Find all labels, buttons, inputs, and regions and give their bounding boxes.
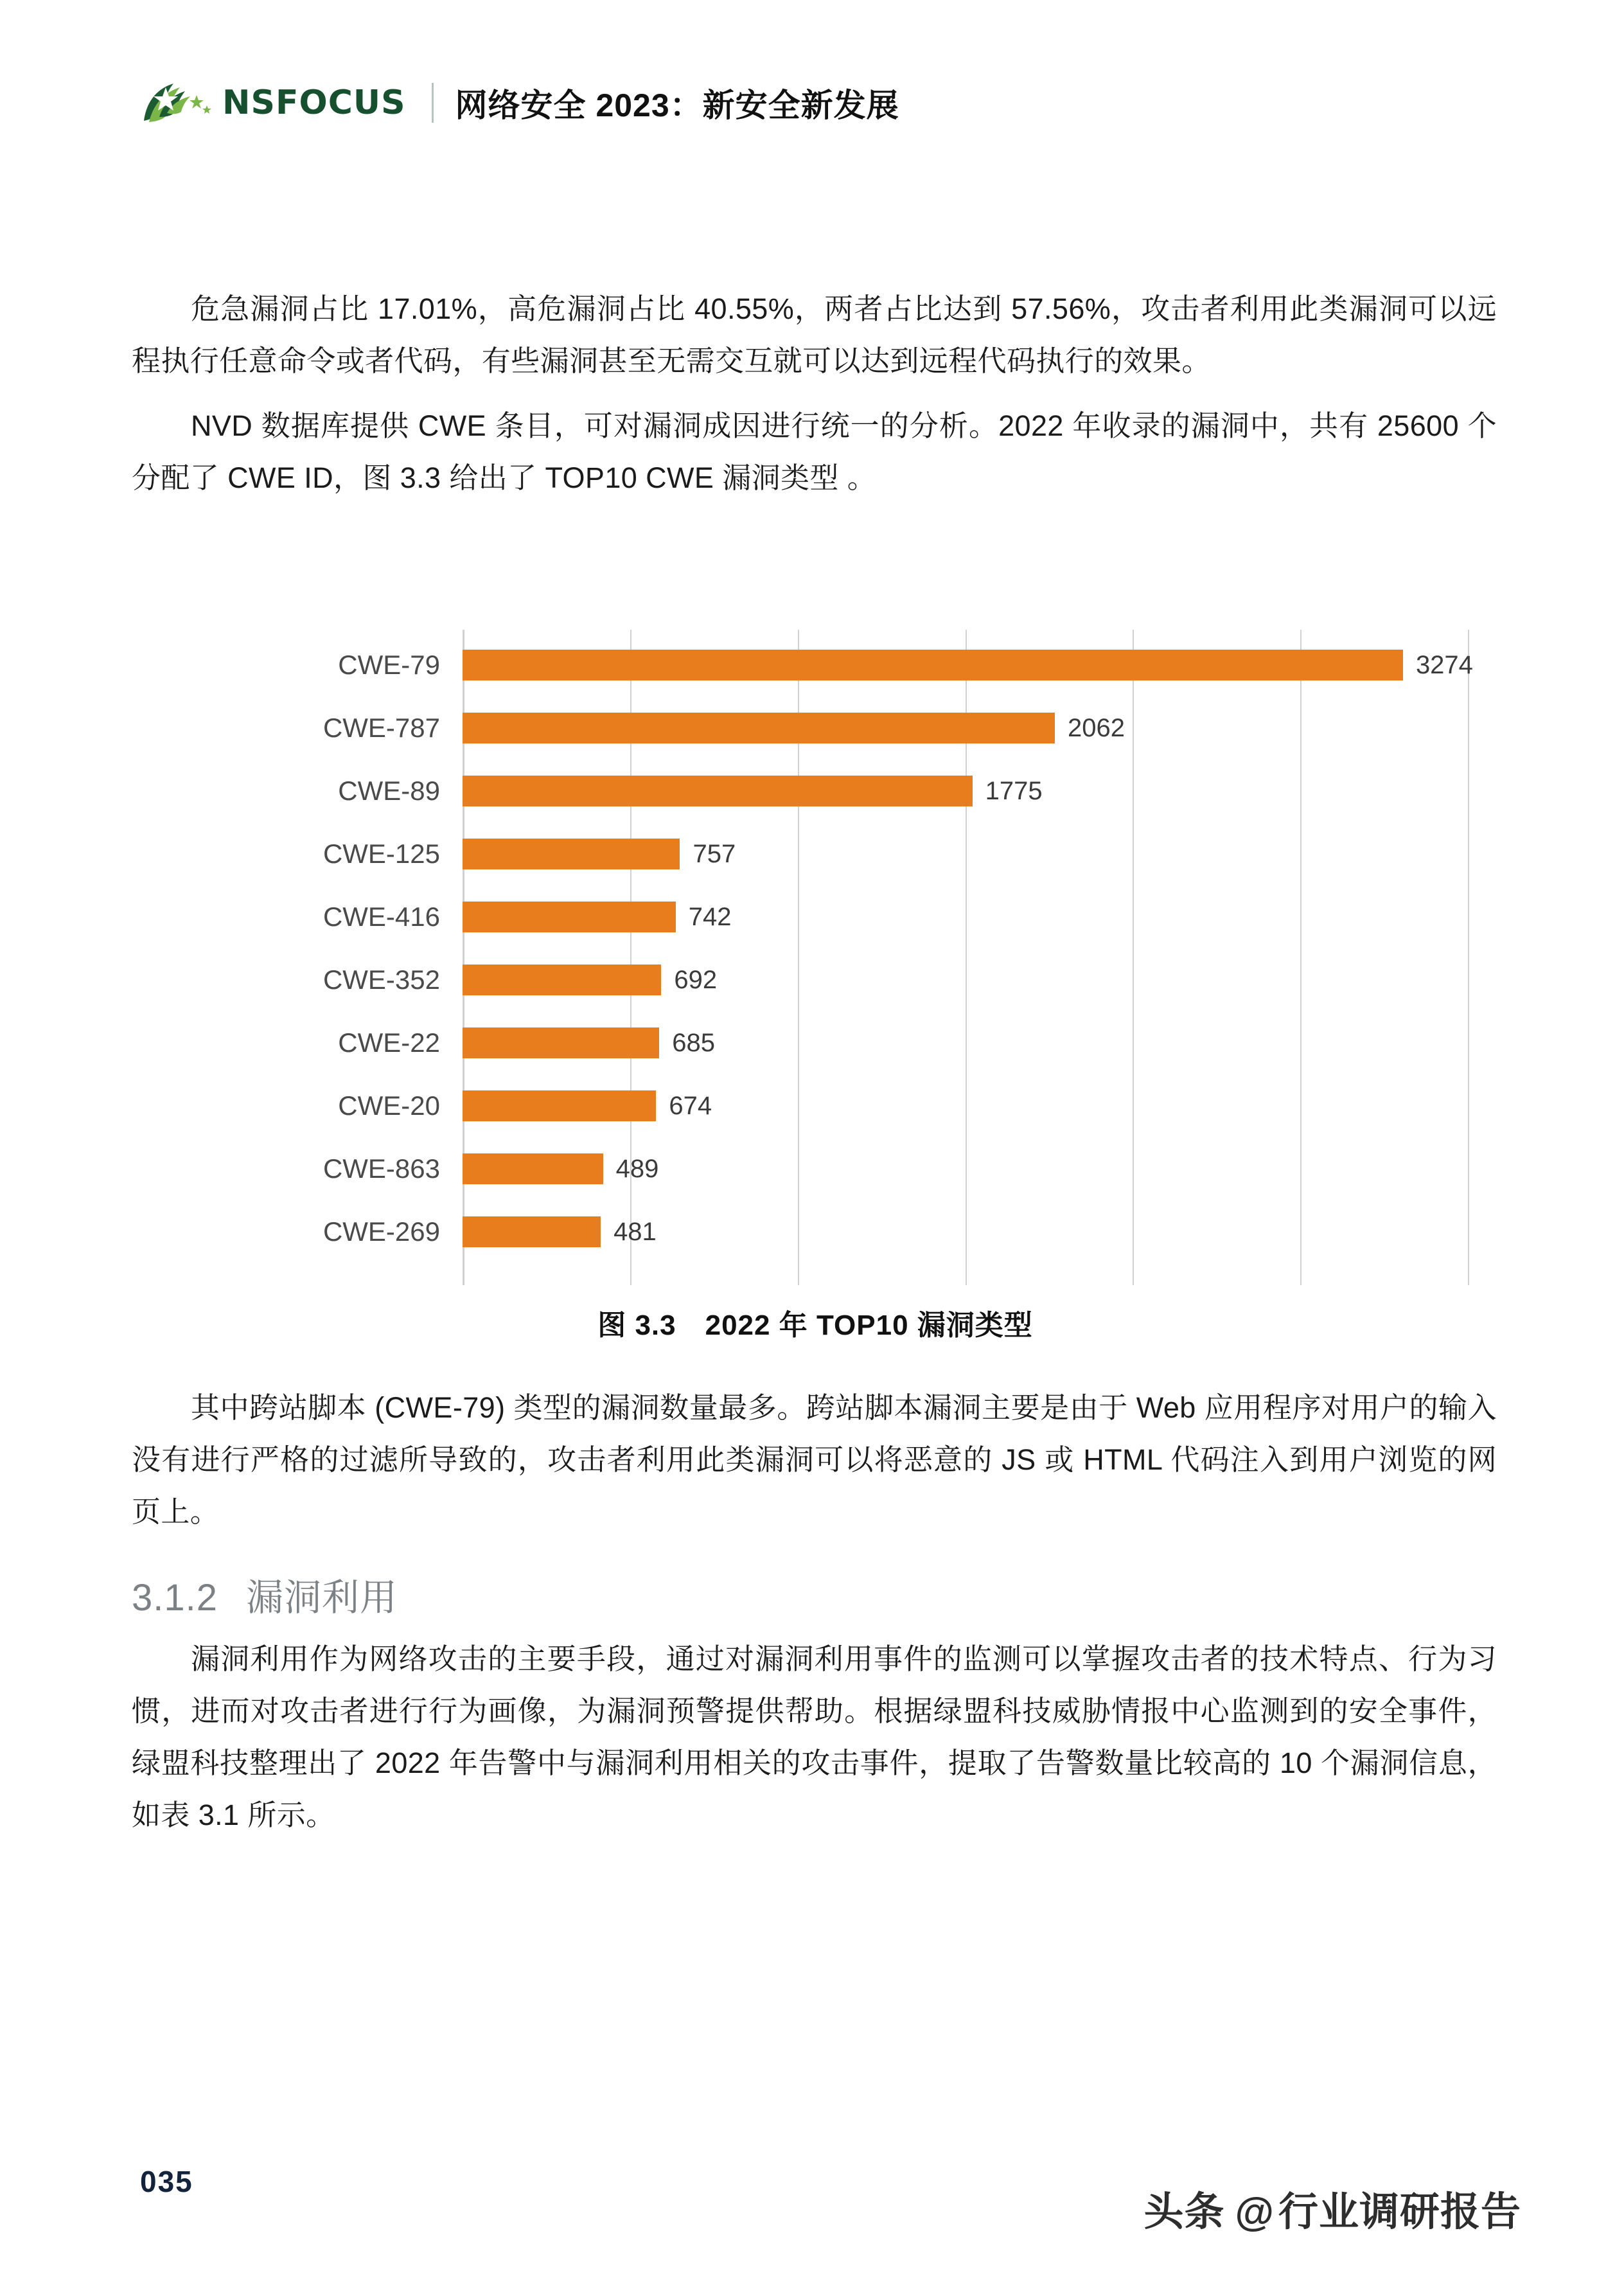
- paragraph-exploit-intro: 漏洞利用作为网络攻击的主要手段，通过对漏洞利用事件的监测可以掌握攻击者的技术特点、行为习惯，进而对攻击者进行行为画像，为漏洞预警提供帮助。根据绿盟科技威胁情报中心监测到的安全事件，绿盟科技整理出了 2022 年告警中与漏洞利用相关的攻击事件，提取了告警数量比较高的 10 个漏洞信息，如表 3.1 所示。: [132, 1642, 1497, 1831]
- chart-category-label: CWE-20: [338, 1090, 440, 1121]
- chart-row: [338, 1074, 1468, 1137]
- chart-row: [338, 634, 1473, 697]
- chart-gridline-6: [1468, 630, 1469, 1285]
- chart-category-label: CWE-22: [338, 1027, 440, 1058]
- chart-category-label: CWE-89: [338, 776, 440, 806]
- chart-bar-value: 3274: [1415, 650, 1473, 679]
- chart-bar-value: 742: [688, 902, 732, 931]
- chart-bar: [463, 839, 680, 869]
- chart-row: [338, 1011, 1468, 1074]
- watermark-prefix: 头条: [1143, 2190, 1225, 2234]
- paragraph-severity-stats: 危急漏洞占比 17.01%，高危漏洞占比 40.55%，两者占比达到 57.56%，攻击者利用此类漏洞可以远程执行任意命令或者代码，有些漏洞甚至无需交互就可以达到远程代码执行的效果。: [132, 292, 1497, 377]
- chart-category-label: CWE-352: [322, 965, 440, 995]
- chart-bar: [463, 965, 661, 995]
- chart-bar: [463, 1027, 659, 1058]
- chart-bar-value: 674: [669, 1091, 712, 1120]
- chart-bar: [463, 1153, 603, 1184]
- chart-row: [338, 760, 1468, 822]
- page-content-lower: [132, 1382, 1497, 1854]
- chart-bar-value: 685: [672, 1028, 716, 1057]
- chart-bar: [463, 713, 1055, 743]
- paragraph-xss-explain: 其中跨站脚本 (CWE-79) 类型的漏洞数量最多。跨站脚本漏洞主要是由于 Web 应用程序对用户的输入没有进行严格的过滤所导致的，攻击者利用此类漏洞可以将恶意的 JS 或 HTML 代码注入到用户浏览的网页上。: [132, 1391, 1497, 1528]
- section-number: 3.1.2: [132, 1577, 218, 1619]
- chart-bar: [463, 1090, 656, 1121]
- chart-row: [322, 948, 1468, 1011]
- chart-bar: [463, 650, 1403, 680]
- nsfocus-star-swoosh-logo-icon: [140, 80, 218, 126]
- chart-category-label: CWE-269: [322, 1216, 440, 1247]
- watermark: [1144, 2180, 1522, 2237]
- chart-category-label: CWE-79: [338, 650, 440, 680]
- header-divider: [432, 83, 434, 123]
- page-number: 035: [140, 2165, 193, 2198]
- chart-category-label: CWE-787: [322, 713, 440, 743]
- chart-row: [322, 822, 1468, 885]
- chart-bar-value: 757: [693, 839, 736, 868]
- page-header: [140, 72, 899, 134]
- chart-bar-value: 481: [613, 1217, 657, 1246]
- section-title: 漏洞利用: [246, 1577, 398, 1619]
- section-heading-3-1-2: [132, 1567, 1497, 1621]
- chart-bar-rows: [322, 630, 1473, 1285]
- nsfocus-wordmark: NSFOCUS: [222, 84, 406, 122]
- chart-bar-value: 692: [674, 965, 718, 994]
- chart-category-label: CWE-863: [322, 1153, 440, 1184]
- top10-cwe-bar-chart: [209, 630, 1473, 1285]
- chart-bar: [463, 776, 973, 806]
- header-title: 网络安全 2023：新安全新发展: [455, 87, 899, 123]
- page-content: [132, 283, 1497, 508]
- chart-row: [322, 1200, 1468, 1263]
- paragraph-nvd-cwe: NVD 数据库提供 CWE 条目，可对漏洞成因进行统一的分析。2022 年收录的漏洞中，共有 25600 个分配了 CWE ID，图 3.3 给出了 TOP10 CWE 漏洞类型 。: [132, 409, 1497, 494]
- chart-category-label: CWE-125: [322, 839, 440, 869]
- watermark-name: 行业调研报告: [1278, 2190, 1521, 2234]
- chart-row: [322, 885, 1468, 948]
- watermark-at-symbol: @: [1235, 2190, 1275, 2234]
- chart-plot-area: [322, 630, 1473, 1285]
- chart-row: [322, 697, 1468, 760]
- chart-bar: [463, 902, 676, 932]
- chart-row: [322, 1137, 1468, 1200]
- figure-3-3: [132, 630, 1499, 1343]
- chart-bar-value: 489: [615, 1154, 659, 1183]
- figure-caption: 图 3.3 2022 年 TOP10 漏洞类型: [597, 1310, 1033, 1341]
- chart-bar: [463, 1216, 601, 1247]
- chart-bar-value: 1775: [985, 776, 1043, 805]
- chart-bar-value: 2062: [1068, 713, 1125, 742]
- chart-category-label: CWE-416: [322, 902, 440, 932]
